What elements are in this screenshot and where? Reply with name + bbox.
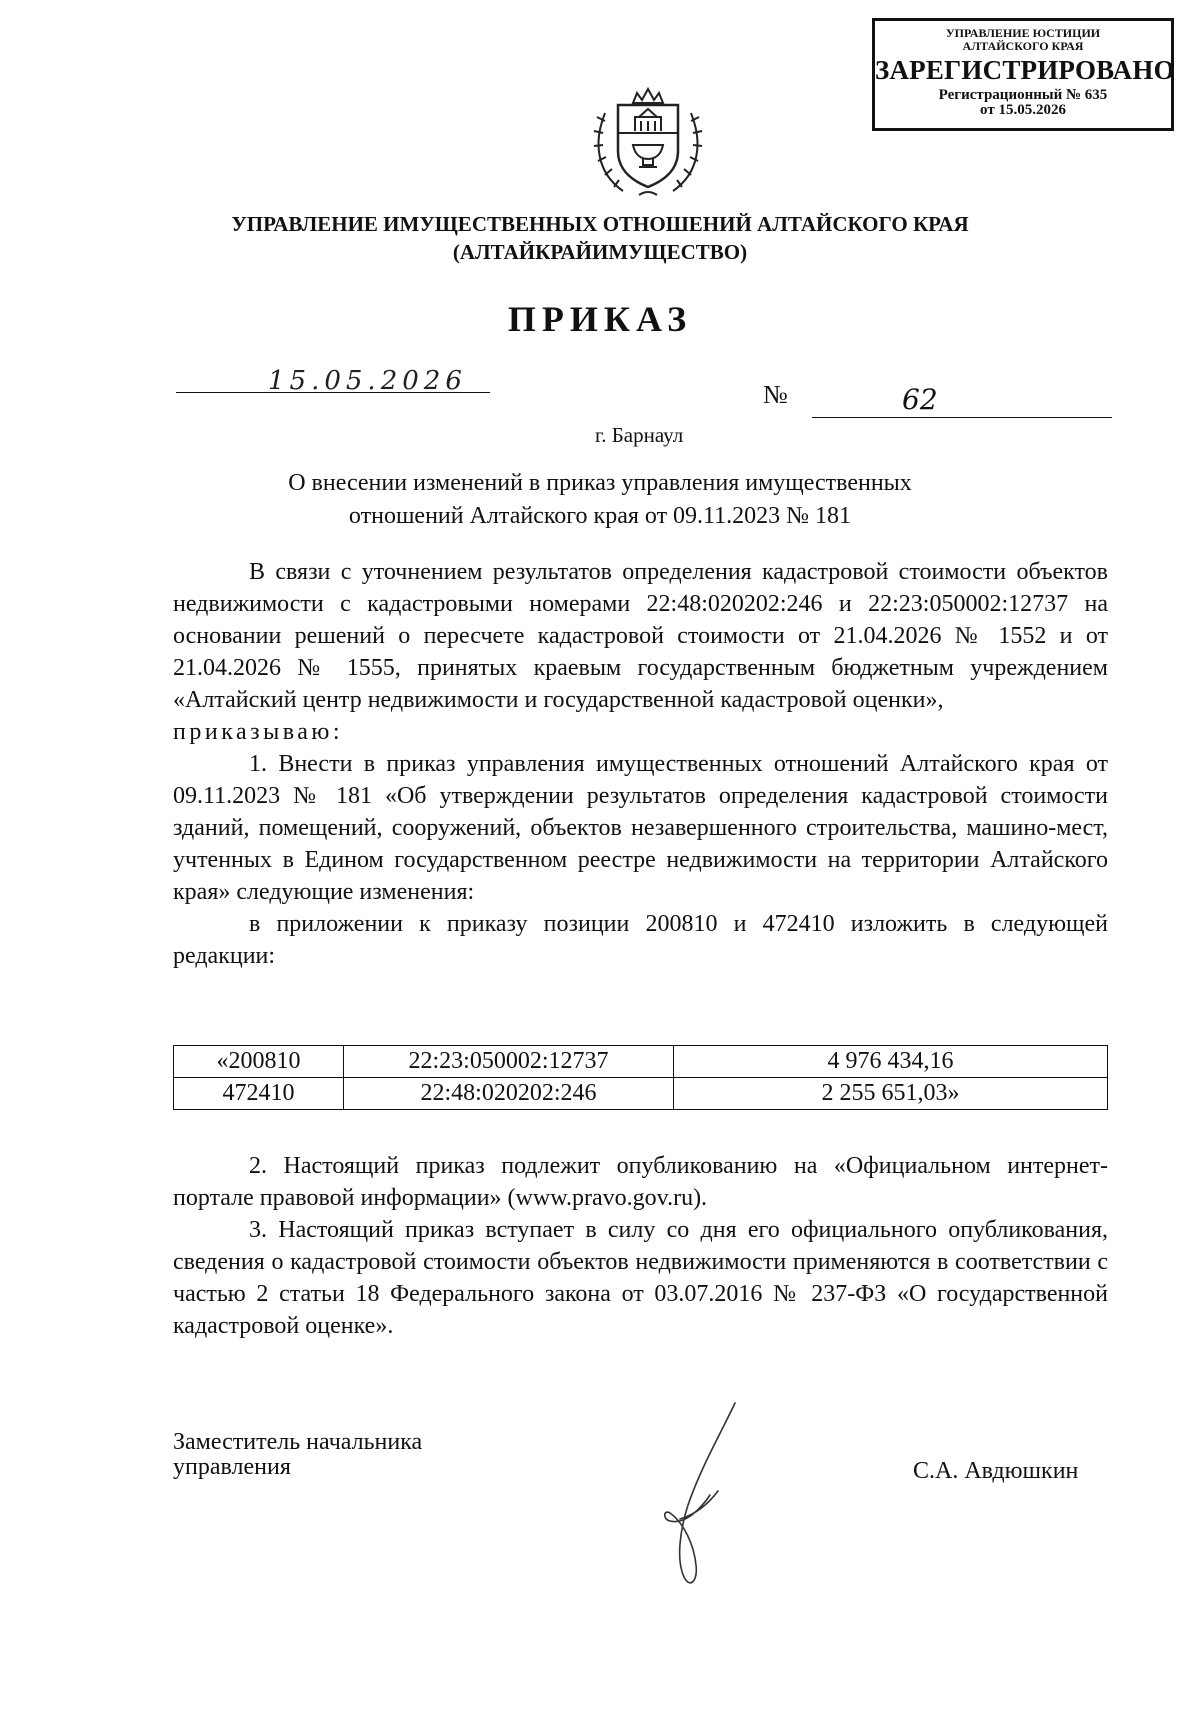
item-2-paragraph: 2. Настоящий приказ подлежит опубликованию на «Официальном интернет-портале правовой информации» (www.pravo.gov.ru). [173,1153,1108,1211]
signer-role [173,1430,422,1480]
stamp-reg-date: от 15.05.2026 [980,102,1066,119]
date-underline [176,392,490,393]
number-underline [812,417,1112,418]
value-cell: 2 255 651,03» [674,1078,1108,1110]
document-subject [0,467,1200,533]
agency-heading [0,210,1200,266]
document-number: 62 [902,383,938,416]
positions-table [173,1045,1108,1110]
city: г. Барнаул [595,423,684,447]
cadastral-number-cell: 22:48:020202:246 [344,1078,674,1110]
signer-role-line2: управления [173,1454,291,1480]
document-type-title: ПРИКАЗ [507,299,693,339]
registration-stamp [872,18,1174,131]
stamp-reg-number: Регистрационный № 635 [938,86,1108,103]
signer-name: С.А. Авдюшкин [913,1458,1079,1484]
handwritten-signature-icon [640,1395,760,1595]
stamp-org-line1: УПРАВЛЕНИЕ ЮСТИЦИИ [945,26,1101,40]
position-cell: «200810 [174,1046,344,1078]
item-3-paragraph: 3. Настоящий приказ вступает в силу со дня его официального опубликования, сведения о кадастровой стоимости объектов недвижимости применяются в соответствии с частью 2 статьи 18 Федерального закона от 03.07.2016 № 237-ФЗ «О государственной кадастровой оценке». [173,1217,1108,1339]
value-cell: 4 976 434,16 [674,1046,1108,1078]
stamp-status: ЗАРЕГИСТРИРОВАНО [875,55,1175,86]
item-1-paragraph: 1. Внести в приказ управления имущественных отношений Алтайского края от 09.11.2023 № 181 «Об утверждении результатов определения кадастровой стоимости зданий, помещений, сооружений, объектов незавершенного строительства, машино-мест, учтенных в Едином государственном реестре недвижимости на территории Алтайского края» следующие изменения: [173,751,1108,905]
agency-short-name: (АЛТАЙКРАЙИМУЩЕСТВО) [452,240,748,264]
coat-of-arms-icon [583,73,713,203]
preamble-paragraph: В связи с уточнением результатов определения кадастровой стоимости объектов недвижимости с кадастровыми номерами 22:48:020202:246 и 22:23:050002:12737 на основании решений о пересчете кадастровой стоимости от 21.04.2026 № 1552 и от 21.04.2026 № 1555, принятых краевым государственным бюджетным учреждением «Алтайский центр недвижимости и государственной кадастровой оценки», [173,559,1108,713]
order-word: приказываю: [173,719,344,745]
agency-name: УПРАВЛЕНИЕ ИМУЩЕСТВЕННЫХ ОТНОШЕНИЙ АЛТАЙСКОГО КРАЯ [231,212,969,236]
subject-line2: отношений Алтайского края от 09.11.2023 № 181 [348,503,852,529]
cadastral-number-cell: 22:23:050002:12737 [344,1046,674,1078]
document-date: 15.05.2026 [268,366,467,396]
signer-role-line1: Заместитель начальника [173,1429,423,1455]
number-label: № [763,380,788,409]
document-body [173,556,1108,972]
table-row [174,1046,1108,1078]
stamp-org-line2: АЛТАЙСКОГО КРАЯ [962,38,1084,53]
item-1-sub-paragraph: в приложении к приказу позиции 200810 и 472410 изложить в следующей редакции: [173,911,1108,969]
position-cell: 472410 [174,1078,344,1110]
table-row [174,1078,1108,1110]
document-body-continued [173,1150,1108,1342]
subject-line1: О внесении изменений в приказ управления имущественных [288,470,912,496]
